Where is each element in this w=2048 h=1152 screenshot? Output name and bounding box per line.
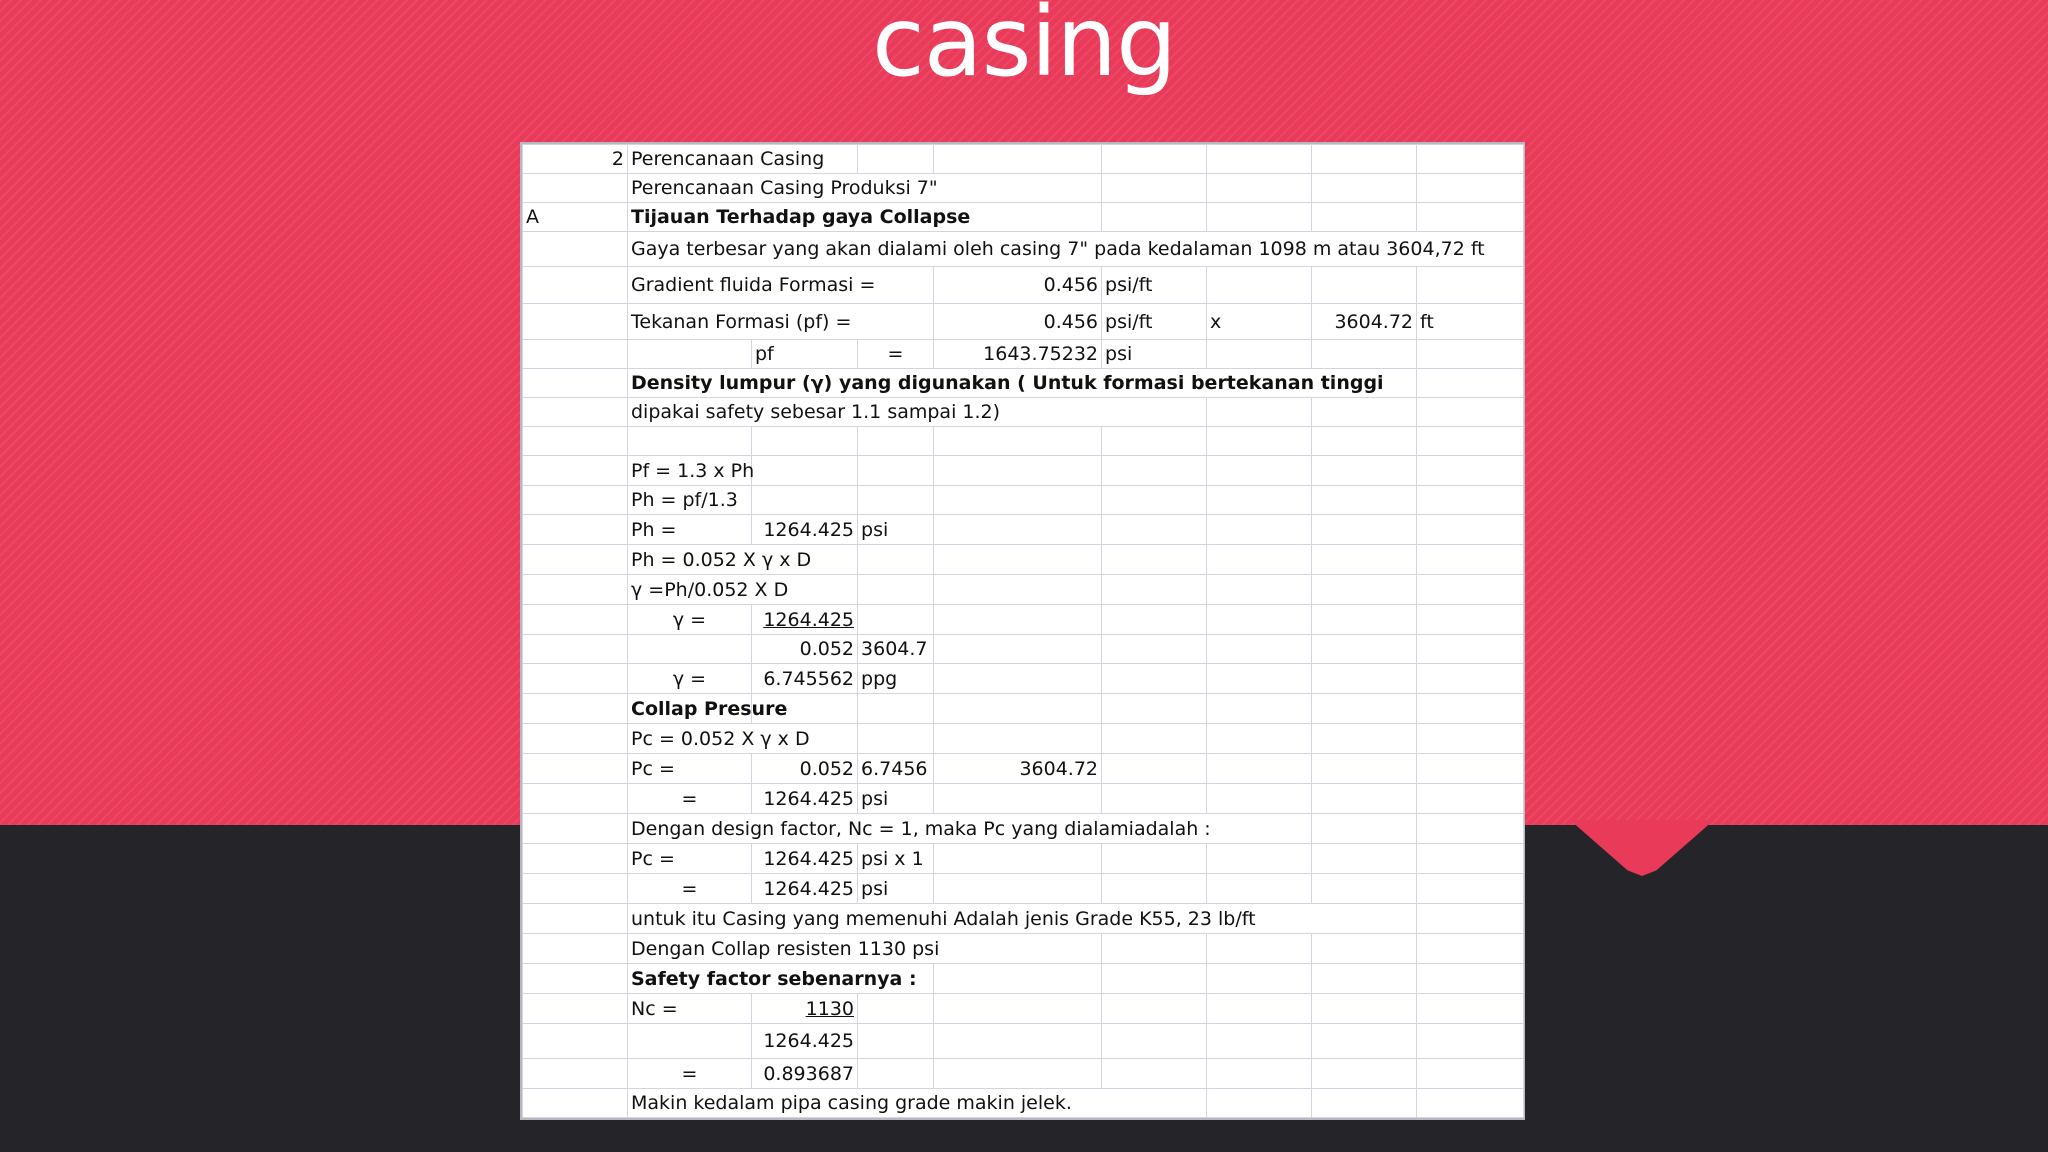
sheet-cell <box>1417 635 1524 664</box>
sheet-cell <box>523 724 628 754</box>
sheet-row <box>523 486 1524 515</box>
sheet-cell <box>523 934 628 964</box>
sheet-cell <box>858 605 934 635</box>
sheet-cell <box>1417 427 1524 456</box>
sheet-cell <box>1102 203 1207 232</box>
sheet-cell <box>1312 1059 1417 1089</box>
sheet-row <box>523 174 1524 203</box>
sheet-cell <box>1417 145 1524 174</box>
sheet-cell: 0.456 <box>934 304 1102 340</box>
sheet-cell <box>1207 874 1312 904</box>
sheet-cell <box>1417 904 1524 934</box>
sheet-cell <box>934 486 1102 515</box>
sheet-cell <box>523 545 628 575</box>
sheet-cell: Pc = <box>628 844 752 874</box>
sheet-row <box>523 814 1524 844</box>
sheet-cell <box>934 874 1102 904</box>
sheet-cell <box>1207 515 1312 545</box>
sheet-cell <box>1312 934 1417 964</box>
sheet-cell <box>858 427 934 456</box>
sheet-cell: x <box>1207 304 1312 340</box>
sheet-cell <box>858 1024 934 1059</box>
slide-background-notch <box>1570 820 1714 876</box>
sheet-cell <box>523 784 628 814</box>
sheet-cell <box>1417 754 1524 784</box>
sheet-cell <box>628 427 752 456</box>
sheet-cell: Pc = <box>628 754 752 784</box>
sheet-cell: = <box>628 784 752 814</box>
sheet-cell <box>1207 145 1312 174</box>
sheet-cell <box>1102 694 1207 724</box>
sheet-cell <box>1312 724 1417 754</box>
sheet-cell <box>1102 545 1207 575</box>
sheet-cell <box>523 427 628 456</box>
sheet-cell <box>1312 814 1417 844</box>
sheet-cell <box>1207 964 1312 994</box>
sheet-cell <box>1417 964 1524 994</box>
sheet-cell <box>523 605 628 635</box>
sheet-cell <box>523 515 628 545</box>
sheet-cell <box>752 427 858 456</box>
sheet-cell <box>1417 1089 1524 1118</box>
sheet-cell <box>934 1059 1102 1089</box>
sheet-cell <box>1417 1024 1524 1059</box>
sheet-cell: A <box>523 203 628 232</box>
sheet-cell <box>1312 635 1417 664</box>
sheet-cell <box>934 664 1102 694</box>
spreadsheet-image <box>520 142 1525 1120</box>
sheet-cell <box>1417 456 1524 486</box>
sheet-cell <box>523 964 628 994</box>
sheet-cell <box>934 635 1102 664</box>
sheet-cell <box>934 605 1102 635</box>
sheet-cell: Density lumpur (γ) yang digunakan ( Untuk formasi bertekanan tinggi <box>628 369 1417 398</box>
sheet-cell <box>1312 427 1417 456</box>
sheet-cell <box>1312 145 1417 174</box>
sheet-cell <box>934 545 1102 575</box>
sheet-cell: Perencanaan Casing Produksi 7" <box>628 174 1102 203</box>
sheet-row <box>523 340 1524 369</box>
sheet-cell: psi <box>858 874 934 904</box>
sheet-cell: Collap Presure <box>628 694 752 724</box>
sheet-cell <box>1207 398 1312 427</box>
sheet-cell: Tekanan Formasi (pf) = <box>628 304 934 340</box>
sheet-cell <box>1102 605 1207 635</box>
sheet-cell <box>858 994 934 1024</box>
sheet-cell <box>523 754 628 784</box>
sheet-cell: 1264.425 <box>752 784 858 814</box>
sheet-cell <box>934 427 1102 456</box>
sheet-cell <box>1312 340 1417 369</box>
sheet-cell <box>1207 784 1312 814</box>
sheet-cell <box>1312 664 1417 694</box>
sheet-cell <box>934 844 1102 874</box>
sheet-cell <box>1417 398 1524 427</box>
sheet-cell <box>1102 844 1207 874</box>
sheet-cell <box>858 456 934 486</box>
sheet-cell <box>523 814 628 844</box>
sheet-cell <box>934 575 1102 605</box>
sheet-cell: psi <box>858 784 934 814</box>
sheet-cell <box>1207 174 1312 203</box>
sheet-cell <box>1417 994 1524 1024</box>
spreadsheet-grid <box>522 144 1524 1118</box>
sheet-cell <box>523 456 628 486</box>
sheet-cell <box>1417 664 1524 694</box>
sheet-cell <box>1102 515 1207 545</box>
sheet-cell <box>858 694 934 724</box>
sheet-row <box>523 964 1524 994</box>
sheet-cell: ppg <box>858 664 934 694</box>
sheet-cell <box>1207 844 1312 874</box>
sheet-cell <box>1417 814 1524 844</box>
sheet-cell <box>1417 724 1524 754</box>
sheet-cell <box>1102 456 1207 486</box>
sheet-row <box>523 145 1524 174</box>
sheet-cell <box>523 904 628 934</box>
sheet-cell <box>1207 754 1312 784</box>
sheet-cell: Makin kedalam pipa casing grade makin jelek. <box>628 1089 1207 1118</box>
sheet-cell <box>1207 545 1312 575</box>
sheet-cell <box>1312 267 1417 304</box>
sheet-row <box>523 844 1524 874</box>
sheet-cell <box>1207 486 1312 515</box>
sheet-cell <box>1312 994 1417 1024</box>
sheet-cell <box>1207 994 1312 1024</box>
sheet-cell <box>934 724 1102 754</box>
sheet-cell: psi <box>1102 340 1207 369</box>
sheet-cell: 0.052 <box>752 635 858 664</box>
sheet-cell: 1264.425 <box>752 1024 858 1059</box>
sheet-cell <box>523 232 628 267</box>
sheet-cell: 3604.72 <box>934 754 1102 784</box>
sheet-cell: Ph = 0.052 X γ x D <box>628 545 858 575</box>
sheet-cell <box>858 545 934 575</box>
sheet-cell <box>1417 267 1524 304</box>
sheet-cell <box>858 145 934 174</box>
sheet-cell <box>523 844 628 874</box>
sheet-cell <box>1102 575 1207 605</box>
sheet-cell <box>523 635 628 664</box>
sheet-cell <box>1312 1089 1417 1118</box>
sheet-cell <box>1207 203 1312 232</box>
sheet-cell <box>1102 145 1207 174</box>
sheet-cell: psi x 1 <box>858 844 934 874</box>
sheet-cell <box>523 369 628 398</box>
sheet-cell <box>1417 575 1524 605</box>
sheet-cell <box>934 456 1102 486</box>
sheet-cell: 3604.7 <box>858 635 934 664</box>
sheet-cell <box>1312 456 1417 486</box>
sheet-cell: 2 <box>523 145 628 174</box>
sheet-cell: 0.456 <box>934 267 1102 304</box>
sheet-cell <box>523 994 628 1024</box>
sheet-cell <box>1102 964 1207 994</box>
sheet-cell: Pc = 0.052 X γ x D <box>628 724 858 754</box>
sheet-cell: 0.052 <box>752 754 858 784</box>
sheet-cell: 1643.75232 <box>934 340 1102 369</box>
sheet-row <box>523 1089 1524 1118</box>
sheet-cell <box>1312 174 1417 203</box>
sheet-cell <box>752 486 858 515</box>
sheet-cell: Gradient fluida Formasi = <box>628 267 934 304</box>
sheet-row <box>523 456 1524 486</box>
sheet-cell <box>1102 754 1207 784</box>
sheet-cell: γ = <box>628 664 752 694</box>
sheet-cell <box>1417 545 1524 575</box>
slide-title: casing <box>871 0 1177 98</box>
sheet-cell <box>1207 1024 1312 1059</box>
sheet-cell: 3604.72 <box>1312 304 1417 340</box>
sheet-cell: Perencanaan Casing <box>628 145 858 174</box>
sheet-cell <box>523 340 628 369</box>
sheet-row <box>523 369 1524 398</box>
sheet-cell: γ =Ph/0.052 X D <box>628 575 858 605</box>
sheet-cell: psi/ft <box>1102 304 1207 340</box>
sheet-row <box>523 874 1524 904</box>
sheet-cell <box>858 486 934 515</box>
sheet-cell <box>1312 398 1417 427</box>
sheet-cell <box>1102 724 1207 754</box>
sheet-row <box>523 398 1524 427</box>
sheet-cell <box>1312 515 1417 545</box>
sheet-cell: 1130 <box>752 994 858 1024</box>
sheet-cell <box>1312 784 1417 814</box>
sheet-cell: 0.893687 <box>752 1059 858 1089</box>
sheet-cell <box>523 304 628 340</box>
sheet-cell <box>1417 515 1524 545</box>
sheet-cell <box>523 1024 628 1059</box>
sheet-cell: Ph = <box>628 515 752 545</box>
sheet-cell <box>934 1024 1102 1059</box>
sheet-cell: 1264.425 <box>752 515 858 545</box>
sheet-cell <box>628 340 752 369</box>
sheet-cell: ft <box>1417 304 1524 340</box>
sheet-cell: Dengan design factor, Nc = 1, maka Pc yang dialamiadalah : <box>628 814 1312 844</box>
sheet-cell <box>1207 934 1312 964</box>
sheet-cell <box>1102 664 1207 694</box>
sheet-cell: psi <box>858 515 934 545</box>
sheet-cell <box>1312 964 1417 994</box>
sheet-cell <box>1417 874 1524 904</box>
sheet-cell <box>523 1089 628 1118</box>
sheet-cell: = <box>628 874 752 904</box>
sheet-cell <box>1417 784 1524 814</box>
sheet-cell <box>1312 575 1417 605</box>
sheet-row <box>523 605 1524 635</box>
sheet-cell <box>1312 486 1417 515</box>
sheet-cell <box>523 694 628 724</box>
sheet-cell: Safety factor sebenarnya : <box>628 964 934 994</box>
sheet-cell <box>1102 174 1207 203</box>
sheet-cell <box>1207 1059 1312 1089</box>
sheet-cell <box>1417 486 1524 515</box>
sheet-cell <box>1207 635 1312 664</box>
sheet-cell: γ = <box>628 605 752 635</box>
sheet-cell <box>1102 486 1207 515</box>
sheet-cell <box>1102 934 1207 964</box>
sheet-cell <box>934 515 1102 545</box>
sheet-cell: 6.745562 <box>752 664 858 694</box>
sheet-cell <box>1312 874 1417 904</box>
sheet-row <box>523 784 1524 814</box>
sheet-cell <box>1312 754 1417 784</box>
sheet-cell <box>858 1059 934 1089</box>
sheet-cell <box>628 635 752 664</box>
sheet-cell <box>1417 340 1524 369</box>
sheet-cell <box>858 724 934 754</box>
sheet-cell: untuk itu Casing yang memenuhi Adalah jenis Grade K55, 23 lb/ft <box>628 904 1417 934</box>
sheet-cell <box>752 456 858 486</box>
sheet-cell: dipakai safety sebesar 1.1 sampai 1.2) <box>628 398 1207 427</box>
sheet-cell <box>1207 694 1312 724</box>
sheet-row <box>523 904 1524 934</box>
sheet-cell <box>1207 724 1312 754</box>
sheet-row <box>523 427 1524 456</box>
sheet-row <box>523 575 1524 605</box>
sheet-cell <box>1312 203 1417 232</box>
sheet-row <box>523 724 1524 754</box>
sheet-cell <box>523 398 628 427</box>
sheet-row <box>523 304 1524 340</box>
sheet-cell: 6.7456 <box>858 754 934 784</box>
sheet-cell <box>1417 694 1524 724</box>
sheet-cell <box>1102 784 1207 814</box>
sheet-cell <box>1207 456 1312 486</box>
sheet-cell: Tijauan Terhadap gaya Collapse <box>628 203 1102 232</box>
sheet-cell: 1264.425 <box>752 874 858 904</box>
sheet-row <box>523 267 1524 304</box>
sheet-row <box>523 664 1524 694</box>
sheet-cell <box>1312 1024 1417 1059</box>
sheet-cell <box>523 486 628 515</box>
sheet-cell <box>1417 174 1524 203</box>
sheet-cell <box>934 964 1102 994</box>
sheet-cell <box>1207 267 1312 304</box>
sheet-cell <box>1417 934 1524 964</box>
sheet-cell <box>1417 369 1524 398</box>
sheet-cell <box>1102 427 1207 456</box>
sheet-cell: Dengan Collap resisten 1130 psi <box>628 934 1102 964</box>
sheet-cell <box>523 664 628 694</box>
sheet-cell <box>523 1059 628 1089</box>
sheet-cell: psi/ft <box>1102 267 1207 304</box>
sheet-cell <box>1312 694 1417 724</box>
sheet-cell <box>934 694 1102 724</box>
sheet-cell <box>1417 605 1524 635</box>
sheet-cell: = <box>628 1059 752 1089</box>
sheet-cell <box>1207 427 1312 456</box>
sheet-cell <box>523 174 628 203</box>
sheet-cell <box>1207 1089 1312 1118</box>
sheet-row <box>523 1059 1524 1089</box>
sheet-cell: 1264.425 <box>752 844 858 874</box>
sheet-cell: Ph = pf/1.3 <box>628 486 752 515</box>
sheet-row <box>523 635 1524 664</box>
sheet-cell: pf <box>752 340 858 369</box>
sheet-cell <box>934 994 1102 1024</box>
sheet-row <box>523 994 1524 1024</box>
sheet-cell <box>523 874 628 904</box>
sheet-cell <box>1207 340 1312 369</box>
sheet-cell <box>1102 994 1207 1024</box>
sheet-row <box>523 934 1524 964</box>
sheet-cell: Nc = <box>628 994 752 1024</box>
sheet-row <box>523 232 1524 267</box>
sheet-cell <box>1102 1024 1207 1059</box>
sheet-cell <box>1207 664 1312 694</box>
sheet-cell <box>1312 844 1417 874</box>
sheet-row <box>523 1024 1524 1059</box>
sheet-cell <box>628 1024 752 1059</box>
sheet-cell <box>523 575 628 605</box>
sheet-cell <box>1312 605 1417 635</box>
sheet-cell <box>1102 635 1207 664</box>
sheet-row <box>523 545 1524 575</box>
sheet-cell <box>523 267 628 304</box>
sheet-cell <box>1417 1059 1524 1089</box>
sheet-cell <box>1102 874 1207 904</box>
sheet-cell: Pf = 1.3 x Ph <box>628 456 752 486</box>
sheet-cell <box>1207 605 1312 635</box>
sheet-cell <box>1312 545 1417 575</box>
sheet-row <box>523 754 1524 784</box>
sheet-cell <box>1102 1059 1207 1089</box>
sheet-cell <box>1417 203 1524 232</box>
sheet-cell <box>858 575 934 605</box>
sheet-row <box>523 515 1524 545</box>
sheet-cell <box>934 784 1102 814</box>
sheet-cell <box>934 145 1102 174</box>
sheet-cell: 1264.425 <box>752 605 858 635</box>
sheet-cell: Gaya terbesar yang akan dialami oleh casing 7" pada kedalaman 1098 m atau 3604,72 ft <box>628 232 1524 267</box>
sheet-row <box>523 694 1524 724</box>
sheet-cell <box>1417 844 1524 874</box>
sheet-cell: = <box>858 340 934 369</box>
sheet-row <box>523 203 1524 232</box>
sheet-cell <box>1207 575 1312 605</box>
